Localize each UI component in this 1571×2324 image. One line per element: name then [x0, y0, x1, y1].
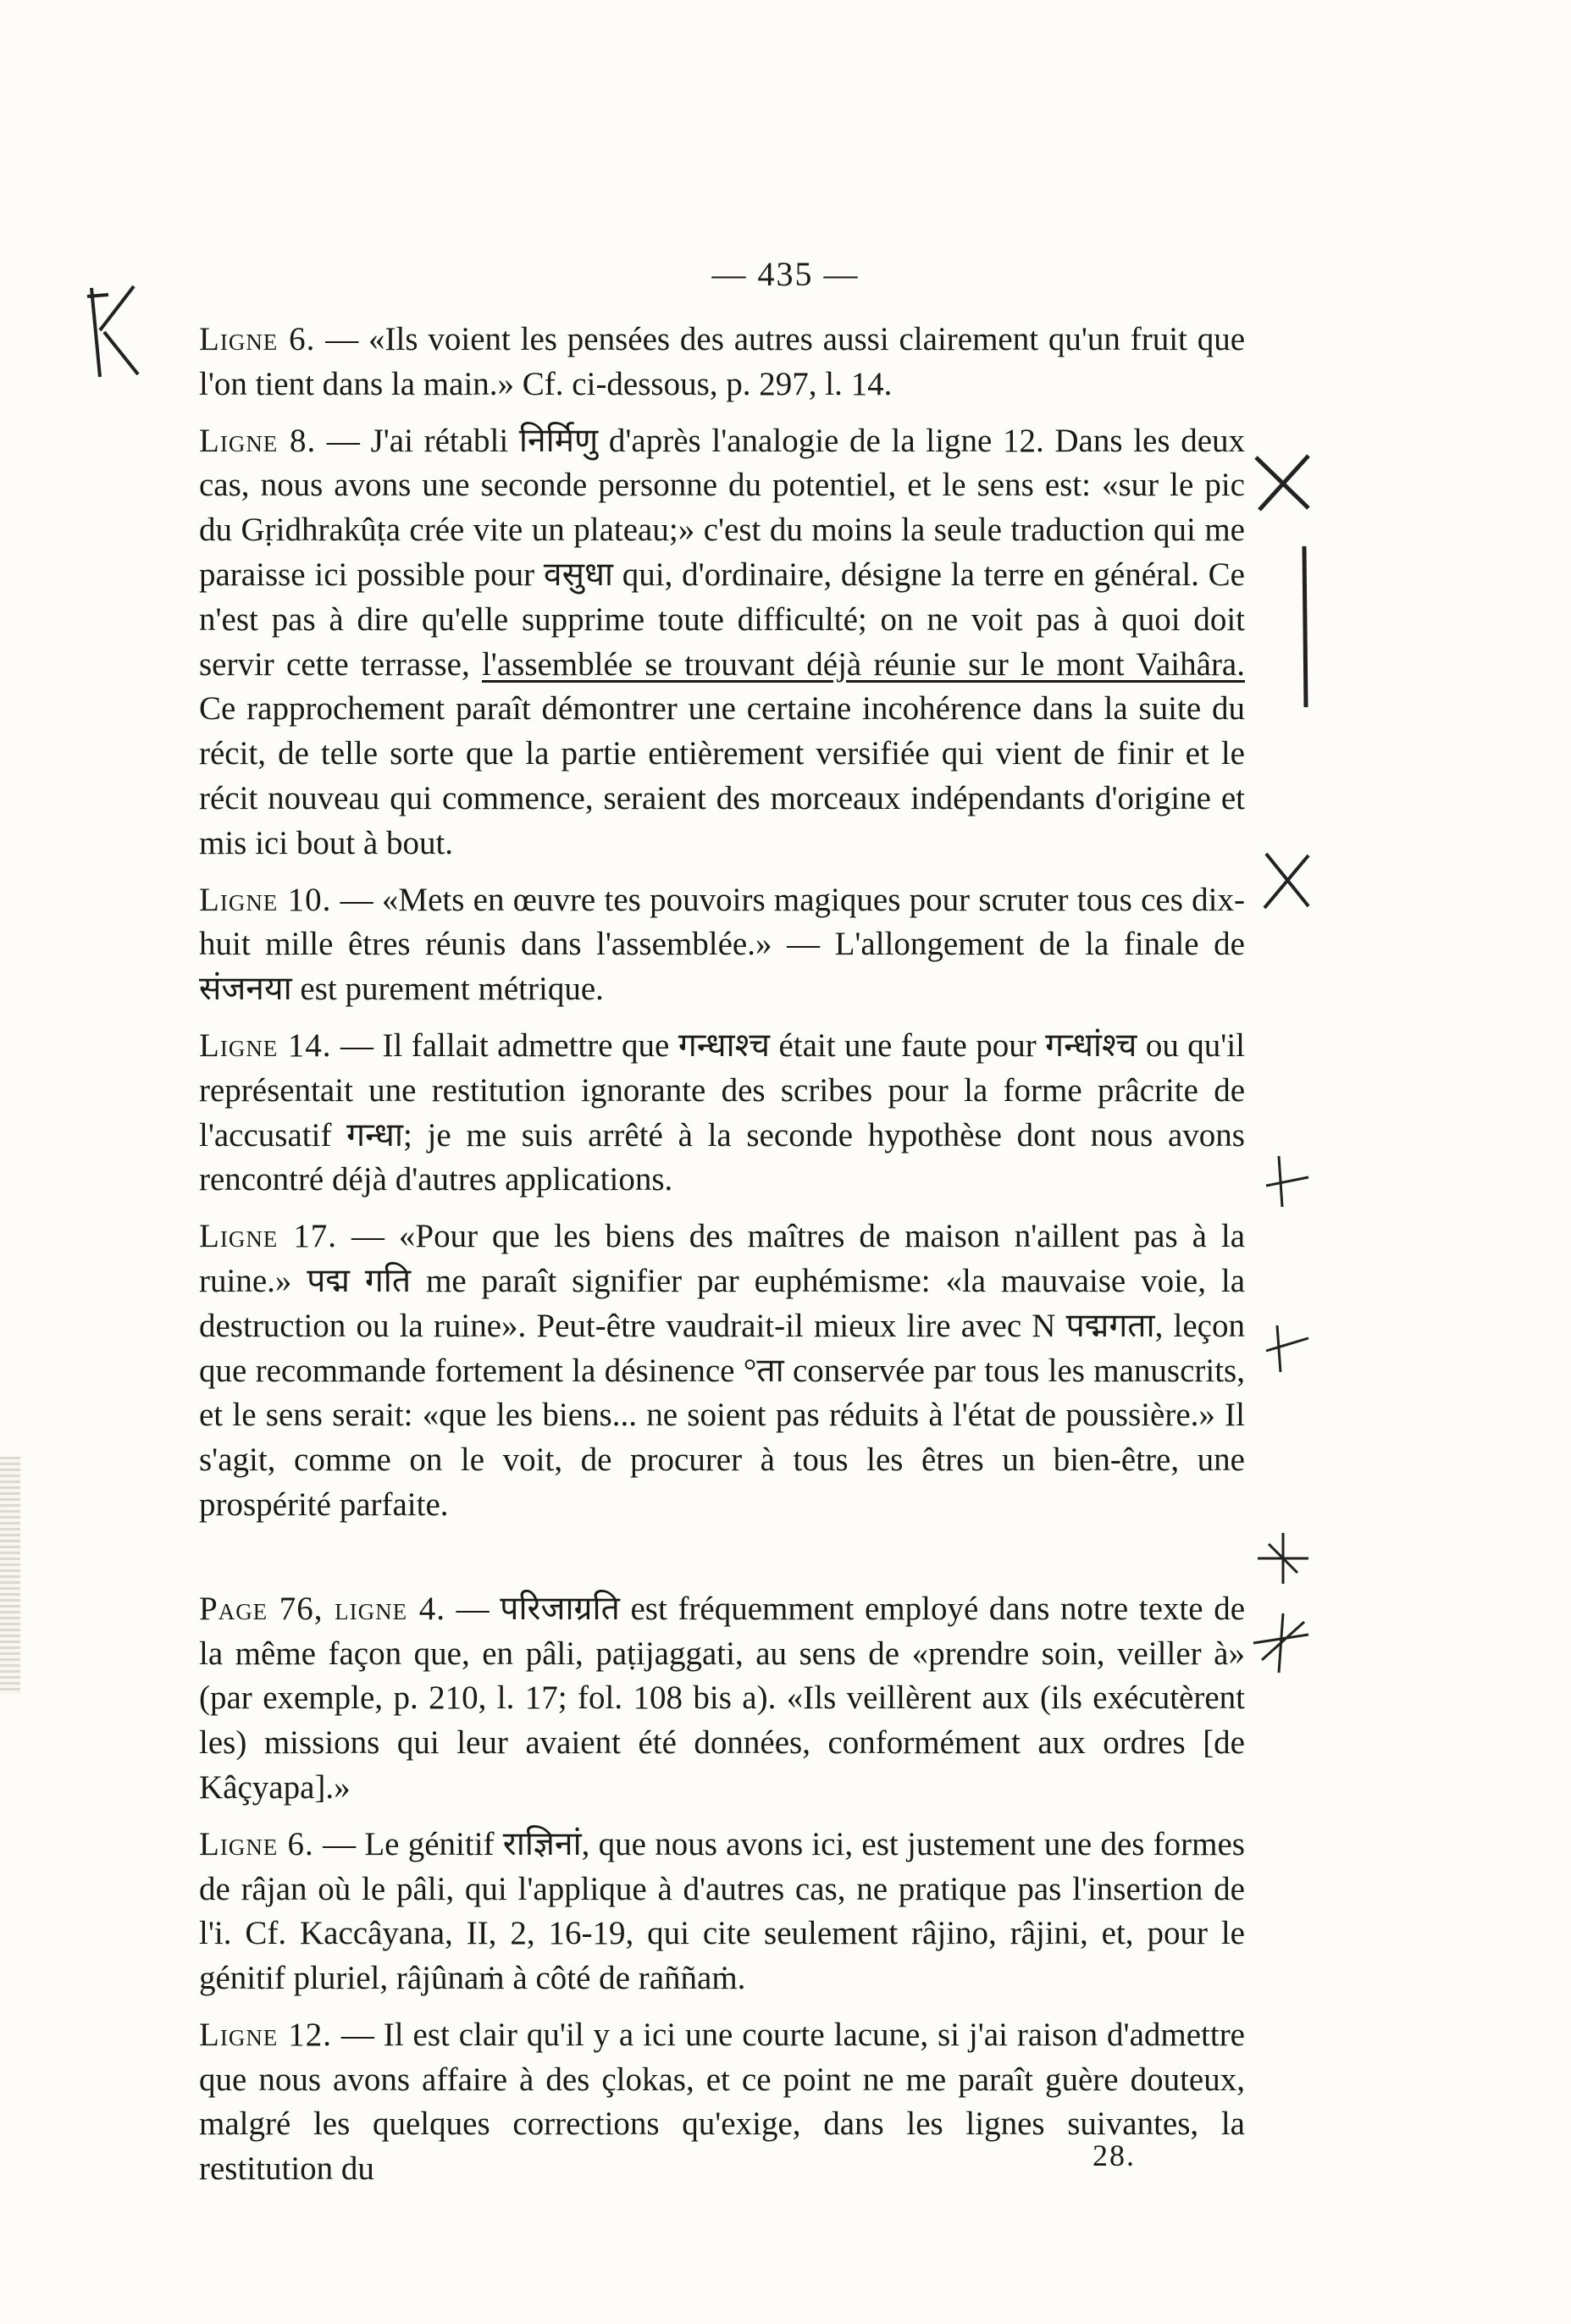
paragraph-text: — Il est clair qu'il y a ici une courte lacune, si j'ai raison d'admettre que nous avons affaire à des çlokas, et ce point ne me paraît guère douteux, malgré les quelques corrections qu'exige, dans les lignes suivantes, la restitution du: [199, 2016, 1245, 2188]
page-number: — 435 —: [711, 255, 860, 293]
underlined-passage: l'assemblée se trouvant déjà réunie sur le mont Vaihâra.: [481, 645, 1245, 683]
paragraph-label: Ligne 17.: [199, 1218, 337, 1255]
margin-cross-mark-2: [1245, 1609, 1313, 1677]
paragraph-label: Ligne 10.: [199, 881, 332, 918]
paragraph-label: Ligne 6.: [199, 321, 316, 357]
margin-tick-mark-2: [1262, 1321, 1313, 1381]
paragraph-text: — «Pour que les biens des maîtres de maison n'aillent pas à la ruine.» पद्म गति me paraît signifier par euphémisme: «la mauvaise voie, la destruction ou la ruine». Peut-être vaudrait-il mieux lire avec N पद्मगता, leçon que recommande fortement la désinence °ता conservée par tous les manuscrits, et le sens serait: «que les biens... ne soient pas réduits à l'état de poussière.» Il s'agit, comme on le voit, de procurer à tous les êtres un bien-être, une prospérité parfaite.: [199, 1218, 1245, 1523]
margin-cross-mark: [1253, 1529, 1313, 1588]
margin-x-mark: [1249, 449, 1317, 517]
paragraph-page-76-ligne-4: [199, 1587, 1245, 1811]
paragraph-ligne-6-b: [199, 1823, 1245, 2001]
paragraph-text: — «Mets en œuvre tes pouvoirs magiques pour scruter tous ces dix-huit mille êtres réunis dans l'assemblée.» — L'allongement de la finale de संजनया est purement métrique.: [199, 881, 1245, 1008]
margin-bracket-mark: [1296, 542, 1313, 711]
margin-k-mark: [75, 279, 151, 381]
margin-x-mark-2: [1258, 847, 1317, 915]
paragraph-text: — परिजाग्रति est fréquemment employé dans notre texte de la même façon que, en pâli, paṭijaggati, au sens de «prendre soin, veiller à» (par exemple, p. 210, l. 17; fol. 108 bis a). «Ils veillèrent aux (ils exécutèrent les) missions qui leur avaient été données, conformément aux ordres [de Kâçyapa].»: [199, 1590, 1245, 1806]
paragraph-text-continued: Ce rapprochement paraît démontrer une certaine incohérence dans la suite du récit, de telle sorte que la partie entièrement versifiée qui vient de finir et le récit nouveau qui commence, seraient des morceaux indépendants d'origine et mis ici bout à bout.: [199, 690, 1245, 861]
paragraph-ligne-12: [199, 2013, 1245, 2192]
paragraph-text: — Le génitif राज्ञिनां, que nous avons ici, est justement une des formes de râjan où le pâli, qui l'applique à d'autres cas, ne pratique pas l'insertion de l'i. Cf. Kaccâyana, II, 2, 16-19, qui cite seulement râjino, râjini, et, pour le génitif pluriel, râjûnaṁ à côté de raññaṁ.: [199, 1825, 1245, 1997]
paragraph-ligne-17: [199, 1215, 1245, 1528]
paragraph-text: — «Ils voient les pensées des autres aussi clairement qu'un fruit que l'on tient dans la main.» Cf. ci-dessous, p. 297, l. 14.: [199, 321, 1246, 402]
paragraph-ligne-6: [199, 318, 1245, 407]
paragraph-ligne-8: [199, 419, 1245, 866]
paragraph-label: Ligne 6.: [199, 1825, 314, 1862]
paragraph-ligne-14: [199, 1024, 1245, 1203]
paragraph-label: Ligne 14.: [199, 1026, 332, 1064]
signature-mark: 28.: [1093, 2139, 1136, 2172]
margin-tick-mark: [1262, 1152, 1313, 1211]
paragraph-label: Ligne 8.: [199, 422, 317, 459]
paragraph-text: — J'ai rétabli निर्मिणु d'après l'analogie de la ligne 12. Dans les deux cas, nous avons une seconde personne du potentiel, et le sens est: «sur le pic du Gṛidhrakûṭa crée vite un plateau;» c'est du moins la seule traduction qui me paraisse ici possible pour वसुधा qui, d'ordinaire, désigne la terre en général. Ce n'est pas à dire qu'elle supprime toute difficulté; on ne voit pas à quoi doit servir cette terrasse,: [199, 422, 1246, 683]
paragraph-ligne-10: [199, 878, 1245, 1012]
paragraph-text: — Il fallait admettre que गन्धाश्च était une faute pour गन्धांश्च ou qu'il représentait une restitution ignorante des scribes pour la forme prâcrite de l'accusatif गन्धा; je me suis arrêté à la seconde hypothèse dont nous avons rencontré déjà d'autres applications.: [199, 1026, 1245, 1198]
scan-edge-artifact: [0, 1457, 20, 1694]
paragraph-label: Ligne 12.: [199, 2016, 332, 2053]
paragraph-label: Page 76, ligne 4.: [199, 1590, 446, 1627]
commentary-body: [199, 318, 1245, 2192]
